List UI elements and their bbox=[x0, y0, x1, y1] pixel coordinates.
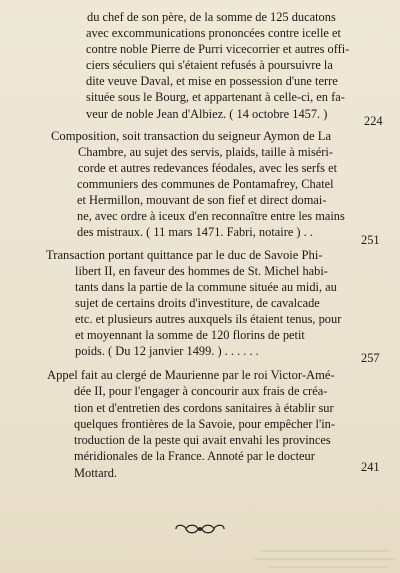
entry-line: et moyennant la somme de 120 florins de petit bbox=[75, 328, 305, 342]
page-number: 224 bbox=[364, 114, 383, 128]
entry-line: veur de noble Jean d'Albiez. ( 14 octobre 1457. ) bbox=[86, 107, 328, 121]
entry-line: quelques frontières de la Savoie, pour empêcher l'in- bbox=[74, 417, 335, 431]
entry-line: ciers séculiers qui s'étaient refusés à poursuivre la bbox=[86, 58, 333, 72]
entry-line: Transaction portant quittance par le duc de Savoie Phi- bbox=[46, 248, 323, 262]
entry-line: des mistraux. ( 11 mars 1471. Fabri, notaire ) . . bbox=[77, 225, 313, 239]
entry-line: etc. et plusieurs autres auxquels ils étaient tenus, pour bbox=[75, 312, 342, 326]
entry-line: poids. ( Du 12 janvier 1499. ) . . . . . . bbox=[75, 344, 259, 358]
entry-line: Composition, soit transaction du seigneur Aymon de La bbox=[51, 129, 332, 143]
entry-line: contre noble Pierre de Purri vicecorrier et autres offi- bbox=[86, 42, 350, 56]
entry-line: tion et d'entretien des cordons sanitaires à établir sur bbox=[74, 401, 334, 415]
entry-line: troduction de la peste qui avait envahi les provinces bbox=[74, 433, 331, 447]
page-number: 251 bbox=[361, 233, 380, 247]
entry-line: dite veuve Daval, et mise en possession d'une terre bbox=[86, 74, 338, 88]
entry-line: communiers des communes de Pontamafrey, Chatel bbox=[77, 177, 334, 191]
entry-line: ne, avec ordre à iceux d'en reconnaître entre les mains bbox=[77, 209, 345, 223]
entry-line: corde et autres redevances féodales, avec les serfs et bbox=[78, 161, 338, 175]
entry-line: du chef de son père, de la somme de 125 ducatons bbox=[87, 10, 336, 24]
ornament-icon bbox=[172, 521, 228, 537]
entry-line: Chambre, au sujet des servis, plaids, taille à miséri- bbox=[78, 145, 333, 159]
page-number: 257 bbox=[361, 351, 380, 365]
entry-line: avec excommunications prononcées contre icelle et bbox=[86, 26, 341, 40]
entry-line: méridionales de la France. Annoté par le docteur bbox=[74, 449, 315, 463]
entry-line: Mottard. bbox=[74, 466, 118, 480]
entry-line: dée II, pour l'engager à concourir aux frais de créa- bbox=[74, 384, 328, 398]
entry-line: sujet de certains droits d'investiture, de cavalcade bbox=[75, 296, 320, 310]
page-number: 241 bbox=[361, 460, 380, 474]
entry-line: libert II, en faveur des hommes de St. Michel habi- bbox=[75, 264, 328, 278]
entry-line: et Hermillon, mouvant de son fief et direct domai- bbox=[77, 193, 327, 207]
show-through-texture bbox=[250, 545, 400, 573]
entry-line: tants dans la partie de la commune située au midi, au bbox=[75, 280, 337, 294]
entry-line: située sous le Bourg, et appartenant à celle-ci, en fa- bbox=[86, 90, 345, 104]
entry-line: Appel fait au clergé de Maurienne par le roi Victor-Amé- bbox=[47, 368, 335, 382]
